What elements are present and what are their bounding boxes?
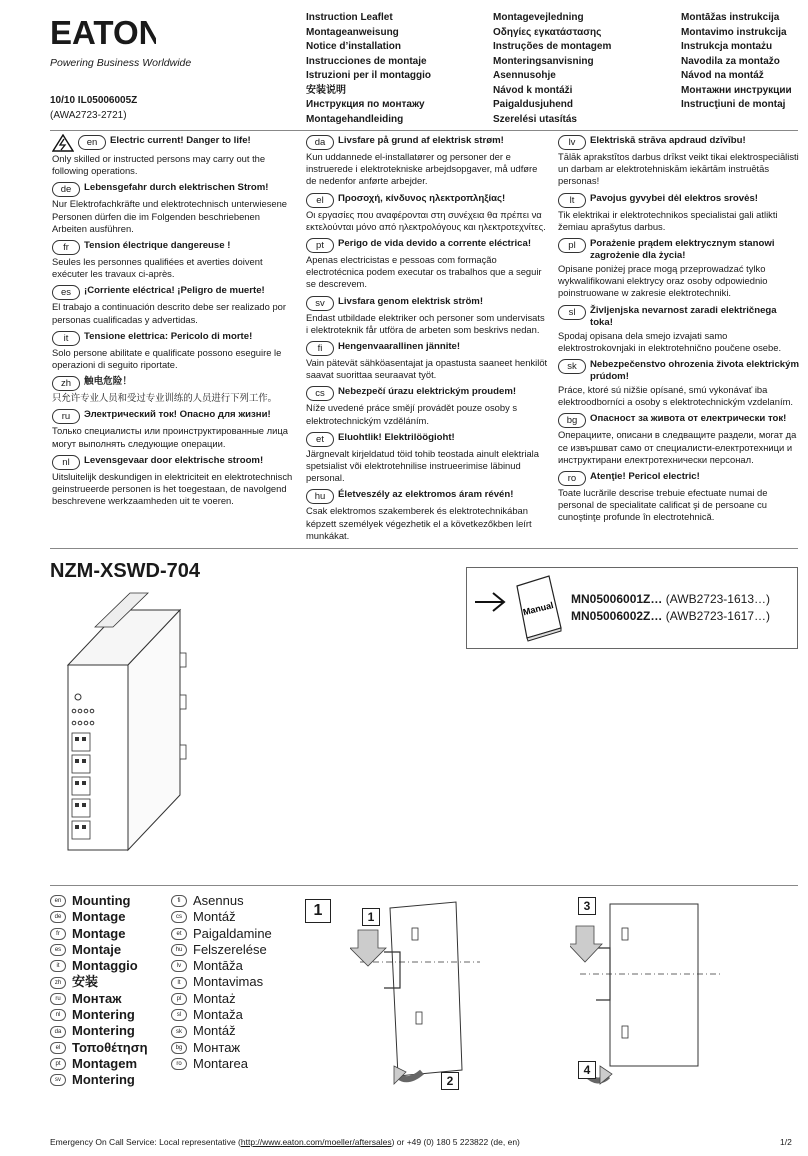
warning-title: Электрический ток! Опасно для жизни! xyxy=(84,409,271,421)
language-badge: et xyxy=(306,432,334,447)
title-line: Szerelési utasítás xyxy=(493,113,577,125)
mounting-label-en xyxy=(50,893,148,909)
warning-heading xyxy=(558,471,800,486)
warning-text: Nur Elektrofachkräfte und elektrotechnisch unterwiesene Personen dürfen die im Folgenden beschriebenen Arbeiten ausführen. xyxy=(52,198,288,234)
language-badge: lv xyxy=(171,960,187,972)
language-badge: fi xyxy=(306,341,334,356)
mounting-label-de xyxy=(50,909,148,925)
manual-label: Manual xyxy=(521,600,555,618)
warning-text: El trabajo a continuación descrito debe ser realizado por personas cualificadas y advertidas. xyxy=(52,301,286,325)
title-line: Návod na montáž xyxy=(681,70,764,81)
divider-mounting xyxy=(50,885,798,886)
language-badge: it xyxy=(52,331,80,346)
language-badge: hu xyxy=(171,944,187,956)
mounting-label-text: Montage xyxy=(72,909,126,925)
mounting-label-pt xyxy=(50,1056,148,1072)
warning-heading xyxy=(306,135,548,150)
titles-column-3 xyxy=(681,11,792,113)
mounting-label-text: Montarea xyxy=(193,1055,248,1071)
warning-de xyxy=(52,182,294,235)
language-badge: es xyxy=(50,944,66,956)
warning-column-3 xyxy=(558,135,800,529)
language-badge: ru xyxy=(52,409,80,424)
mounting-label-lv xyxy=(171,958,272,974)
warning-text: Spodaj opisana dela smejo izvajati samo elektrostrokovnjaki in elektrotehnično poučene osebe. xyxy=(558,329,782,353)
mounting-label-bg xyxy=(171,1040,272,1056)
mounting-label-text: Montagem xyxy=(72,1055,137,1071)
warning-pl xyxy=(558,238,800,300)
titles-column-1 xyxy=(306,11,431,127)
warning-title: Porażenie prądem elektrycznym stanowi zagrożenie dla życia! xyxy=(590,238,775,262)
warning-title: Življenjska nevarnost zaradi električnega toka! xyxy=(590,304,777,328)
warning-text: 只允许专业人员和受过专业训练的人员进行下列工作。 xyxy=(52,392,278,404)
mounting-label-ru xyxy=(50,991,148,1007)
step-box-1: 1 xyxy=(362,908,380,926)
warning-heading xyxy=(306,193,548,208)
warning-heading xyxy=(558,359,800,383)
step-box-3: 3 xyxy=(578,897,596,915)
warning-title: Electric current! Danger to life! xyxy=(110,135,251,146)
warning-title: Tensione elettrica: Pericolo di morte! xyxy=(84,330,253,342)
step-box-4: 4 xyxy=(578,1061,596,1079)
language-badge: el xyxy=(306,193,334,208)
language-badge: zh xyxy=(50,977,66,989)
tagline: Powering Business Worldwide xyxy=(50,57,192,69)
language-badge: fr xyxy=(50,928,66,940)
title-line: Asennusohje xyxy=(493,70,556,81)
language-badge: cs xyxy=(306,386,334,401)
footer-suffix: ) or +49 (0) 180 5 223822 (de, en) xyxy=(391,1137,520,1147)
language-badge: de xyxy=(50,911,66,923)
title-line: Montagehandleiding xyxy=(306,113,404,125)
mounting-label-da xyxy=(50,1023,148,1039)
title-line: Montāžas instrukcija xyxy=(681,12,780,23)
mounting-label-pl xyxy=(171,991,272,1007)
warning-lv xyxy=(558,135,800,188)
mounting-label-sv xyxy=(50,1072,148,1088)
mounting-labels-column-2 xyxy=(171,893,272,1072)
warning-title: Hengenvaarallinen jännite! xyxy=(338,341,461,353)
title-line: Notice d’installation xyxy=(306,41,402,52)
language-badge: et xyxy=(171,928,187,940)
warning-el xyxy=(306,193,548,233)
title-line: Instrukcja montażu xyxy=(681,41,773,52)
language-badge: lt xyxy=(558,193,586,208)
language-badge: pl xyxy=(558,238,586,253)
warning-text: Vain pätevät sähköasentajat ja opastusta saaneet henkilöt saavat suorittaa seuraavat työt. xyxy=(306,357,548,381)
warning-heading xyxy=(306,296,548,311)
warning-sl xyxy=(558,305,800,354)
warning-text: Toate lucrările descrise trebuie efectuate numai de personal de specialitate calificat şi de persoane cu cunoştinţe profunde în electrotehnică. xyxy=(558,487,768,523)
warning-title: ¡Corriente eléctrica! ¡Peligro de muerte! xyxy=(84,285,265,297)
language-badge: sl xyxy=(171,1009,187,1021)
warning-text: Операциите, описани в следващите раздели, могат да се извършват само от специалисти-електротехници и инструктирани електротехнически персонал. xyxy=(558,429,797,465)
mounting-label-text: Mounting xyxy=(72,893,131,908)
mounting-step-1-2-diagram xyxy=(350,900,480,1090)
warning-text: Níže uvedené práce smějí provádět pouze osoby s elektrotechnickým vzděláním. xyxy=(306,402,518,426)
warning-title: Tension électrique dangereuse ! xyxy=(84,240,231,252)
language-badge: pl xyxy=(171,993,187,1005)
step-box-2: 2 xyxy=(441,1072,459,1090)
warning-fr xyxy=(52,240,294,280)
warning-title: 触电危险！ xyxy=(84,376,132,388)
language-badge: it xyxy=(50,960,66,972)
warning-heading xyxy=(52,455,294,470)
warning-heading xyxy=(52,376,294,391)
warning-heading xyxy=(558,305,800,329)
language-badge: fi xyxy=(171,895,187,907)
page-number: 1/2 xyxy=(780,1137,792,1147)
titles-column-2 xyxy=(493,11,611,127)
warning-es xyxy=(52,285,294,325)
title-line: Οδηγίες εγκατάστασης xyxy=(493,26,602,38)
warning-text: Только специалисты или проинструктированные лица могут выполнять следующие операции. xyxy=(52,425,288,449)
language-badge: en xyxy=(78,135,106,150)
warning-text: Solo persone abilitate e qualificate possono eseguire le operazioni di seguito riportate. xyxy=(52,346,282,371)
warning-sv xyxy=(306,296,548,336)
warning-da xyxy=(306,135,548,188)
language-badge: el xyxy=(50,1042,66,1054)
footer-emergency xyxy=(50,1137,520,1147)
warning-text: Práce, ktoré sú nižšie opísané, smú vykonávať iba elektroodborníci a osoby s elektrotechnickým vzdelaním. xyxy=(558,384,794,408)
document-number: 10/10 IL05006005Z xyxy=(50,95,138,106)
warning-text: Endast utbildade elektriker och personer som undervisats i elektroteknik får utföra de arbeten som beskrivs nedan. xyxy=(306,311,545,335)
mounting-label-text: Монтаж xyxy=(72,990,122,1006)
device-illustration xyxy=(50,585,220,855)
language-badge: sv xyxy=(50,1074,66,1086)
warning-title: Pavojus gyvybei dėl elektros srovės! xyxy=(590,192,758,204)
mounting-labels-column-1 xyxy=(50,893,148,1089)
language-badge: pt xyxy=(306,238,334,253)
language-badge: cs xyxy=(171,911,187,923)
language-badge: sl xyxy=(558,305,586,320)
title-line: Монтажни инструкции xyxy=(681,84,792,96)
warning-title: Livsfare på grund af elektrisk strøm! xyxy=(338,135,504,146)
mounting-label-text: 安装 xyxy=(72,974,99,990)
language-badge: lv xyxy=(558,135,586,150)
warning-text: Tālāk aprakstītos darbus drīkst veikt tikai elektrospeciālisti un darbam ar elektrotehniskām iekārtām instruētās personas! xyxy=(558,151,799,187)
mounting-label-text: Montaż xyxy=(193,990,236,1006)
title-line: Istruzioni per il montaggio xyxy=(306,70,431,81)
warning-title: Livsfara genom elektrisk ström! xyxy=(338,295,484,307)
warning-pt xyxy=(306,238,548,291)
warning-heading xyxy=(558,238,800,262)
language-badge: pt xyxy=(50,1058,66,1070)
manual-ref-1 xyxy=(571,592,770,606)
arrow-right-icon xyxy=(473,590,507,614)
mounting-label-text: Montering xyxy=(72,1007,135,1023)
warning-text: Csak elektromos szakemberek és elektrotechnikában képzett személyek végezhetik el a következőkben leírt munkákat. xyxy=(306,505,532,541)
mounting-label-text: Montaje xyxy=(72,941,122,957)
mounting-label-text: Montavimas xyxy=(193,974,264,990)
warning-hu xyxy=(306,489,548,542)
language-badge: da xyxy=(306,135,334,150)
language-badge: en xyxy=(50,895,66,907)
language-badge: hu xyxy=(306,489,334,504)
mounting-label-cs xyxy=(171,909,272,925)
warning-heading xyxy=(52,285,294,300)
language-badge: da xyxy=(50,1026,66,1038)
mounting-label-text: Montering xyxy=(72,1023,135,1039)
warning-column-1 xyxy=(52,135,294,512)
warning-title: Életveszély az elektromos áram révén! xyxy=(338,489,514,501)
warning-title: Elektriskā strāva apdraud dzīvību! xyxy=(590,135,746,146)
language-badge: sk xyxy=(171,1026,187,1038)
electric-hazard-icon xyxy=(52,134,74,152)
product-model: NZM-XSWD-704 xyxy=(50,560,201,582)
logo-text: EATON xyxy=(50,18,156,48)
language-badge: es xyxy=(52,285,80,300)
manual-ref-2 xyxy=(571,609,770,623)
mounting-label-text: Montáž xyxy=(193,1023,236,1039)
mounting-label-text: Montáž xyxy=(193,909,236,925)
warning-bg xyxy=(558,413,800,466)
warning-text: Uitsluitelijk deskundigen in elektriciteit en elektrotechnisch geinstrueerde personen is het toegestaan, de navolgend beschrevene werkzaamheden uit te voeren. xyxy=(52,470,293,507)
title-line: Instruções de montagem xyxy=(493,41,612,52)
language-badge: ru xyxy=(50,993,66,1005)
language-badge: lt xyxy=(171,977,187,989)
mounting-label-it xyxy=(50,958,148,974)
mounting-label-text: Montaggio xyxy=(72,958,138,974)
language-badge: sk xyxy=(558,359,586,374)
warning-heading xyxy=(306,341,548,356)
warning-heading xyxy=(306,432,548,447)
warning-nl xyxy=(52,455,294,508)
title-line: Návod k montáži xyxy=(493,84,573,96)
mounting-label-zh xyxy=(50,974,148,990)
eaton-logo xyxy=(50,18,192,69)
manual-ref-2-awb: (AWB2723-1617…) xyxy=(662,609,770,623)
mounting-label-text: Felszerelése xyxy=(193,941,267,957)
warning-title: Lebensgefahr durch elektrischen Strom! xyxy=(84,182,269,194)
manual-book-icon xyxy=(513,572,565,642)
warning-zh xyxy=(52,376,294,404)
language-badge: de xyxy=(52,182,80,197)
warning-text: Seules les personnes qualifiées et averties doivent exécuter les travaux ci-après. xyxy=(52,256,263,280)
warning-title: Perigo de vida devido a corrente eléctrica! xyxy=(338,238,532,250)
warning-ro xyxy=(558,471,800,524)
divider-warnings xyxy=(50,548,798,549)
warning-text: Tik elektrikai ir elektrotechnikos specialistai gali atlikti žemiau aprašytus darbus. xyxy=(558,208,778,232)
warning-heading xyxy=(52,182,294,197)
warning-heading xyxy=(52,409,294,424)
warning-heading xyxy=(558,193,800,208)
mounting-label-et xyxy=(171,926,272,942)
footer-prefix: Emergency On Call Service: Local representative ( xyxy=(50,1137,241,1147)
divider-top xyxy=(50,130,798,131)
warning-title: Atenţie! Pericol electric! xyxy=(590,471,700,483)
warning-title: Προσοχή, κίνδυνος ηλεκτροπληξίας! xyxy=(338,192,506,204)
warning-title: Nebezpečí úrazu elektrickým proudem! xyxy=(338,386,517,398)
warning-cs xyxy=(306,386,548,426)
warning-en xyxy=(52,135,294,177)
mounting-label-text: Paigaldamine xyxy=(193,925,272,941)
warning-title: Eluohtlik! Elektrilöögioht! xyxy=(338,431,455,443)
title-line: 安装说明 xyxy=(306,84,346,96)
language-badge: ro xyxy=(171,1058,187,1070)
title-line: Monteringsanvisning xyxy=(493,55,594,67)
warning-heading xyxy=(558,135,800,150)
mounting-label-sl xyxy=(171,1007,272,1023)
step-box-main: 1 xyxy=(305,899,331,923)
manual-ref-2-code: MN05006002Z… xyxy=(571,609,663,623)
mounting-label-fi xyxy=(171,893,272,909)
warning-heading xyxy=(306,238,548,253)
mounting-label-text: Montāža xyxy=(193,958,243,974)
warning-heading xyxy=(52,331,294,346)
warning-text: Kun uddannede el-installatører og personer der e instruerede i elektrotekniske arbejdsopgaver, må udføre de nedenfor anførte arbejder. xyxy=(306,151,538,187)
language-badge: fr xyxy=(52,240,80,255)
language-badge: zh xyxy=(52,376,80,391)
aftersales-link[interactable]: http://www.eaton.com/moeller/aftersales xyxy=(240,1137,392,1147)
warning-heading xyxy=(558,413,800,428)
title-line: Instruction Leaflet xyxy=(306,12,393,23)
mounting-label-lt xyxy=(171,974,272,990)
warning-ru xyxy=(52,409,294,449)
language-badge: bg xyxy=(171,1042,187,1054)
title-line: Montagevejledning xyxy=(493,12,584,23)
awa-number: (AWA2723-2721) xyxy=(50,110,127,121)
warning-text: Opisane poniżej prace mogą przeprowadzać tylko wykwalifikowani elektrycy oraz osoby odpowiednio poinstruowane w zakresie elektrotechniki. xyxy=(558,263,768,299)
mounting-label-es xyxy=(50,942,148,958)
warning-it xyxy=(52,331,294,371)
title-line: Paigaldusjuhend xyxy=(493,99,574,110)
warning-column-2 xyxy=(306,135,548,547)
warning-title: Опасност за живота от електрически ток! xyxy=(590,413,787,425)
warning-text: Only skilled or instructed persons may carry out the following operations. xyxy=(52,153,266,177)
warning-text: Οι εργασίες που αναφέρονται στη συνέχεια θα πρέπει να εκτελούνται μόνο από ηλεκτρολόγους και ηλεκτροτεχνίτες. xyxy=(306,208,546,232)
warning-heading xyxy=(306,489,548,504)
language-badge: nl xyxy=(52,455,80,470)
mounting-label-el xyxy=(50,1040,148,1056)
warning-title: Levensgevaar door elektrische stroom! xyxy=(84,454,264,466)
title-line: Montageanweisung xyxy=(306,26,399,38)
mounting-label-nl xyxy=(50,1007,148,1023)
mounting-label-text: Montering xyxy=(72,1072,135,1088)
eaton-logo-mark xyxy=(50,18,156,48)
warning-heading xyxy=(52,240,294,255)
warning-lt xyxy=(558,193,800,233)
manual-ref-1-code: MN05006001Z… xyxy=(571,592,663,606)
language-badge: nl xyxy=(50,1009,66,1021)
manual-reference-box xyxy=(466,567,798,649)
title-line: Montavimo instrukcija xyxy=(681,26,787,38)
warning-fi xyxy=(306,341,548,381)
title-line: Instrucţiuni de montaj xyxy=(681,99,786,110)
title-line: Инструкция по монтажу xyxy=(306,99,425,110)
title-line: Instrucciones de montaje xyxy=(306,55,427,67)
mounting-label-text: Τοποθέτηση xyxy=(72,1039,148,1055)
language-badge: sv xyxy=(306,296,334,311)
title-line: Navodila za montažo xyxy=(681,55,780,67)
mounting-label-text: Montage xyxy=(72,925,126,941)
warning-et xyxy=(306,432,548,485)
warning-heading xyxy=(306,386,548,401)
mounting-label-text: Монтаж xyxy=(193,1039,241,1055)
mounting-label-fr xyxy=(50,926,148,942)
mounting-label-text: Asennus xyxy=(193,893,244,908)
mounting-label-hu xyxy=(171,942,272,958)
manual-ref-1-awb: (AWB2723-1613…) xyxy=(662,592,770,606)
language-badge: bg xyxy=(558,413,586,428)
mounting-label-text: Montaža xyxy=(193,1007,243,1023)
warning-title: Nebezpečenstvo ohrozenia života elektrickým prúdom! xyxy=(590,359,800,383)
language-badge: ro xyxy=(558,471,586,486)
warning-text: Apenas electricistas e pessoas com formação electrotécnica podem executar os trabalhos que a seguir se descrevem. xyxy=(306,254,542,290)
warning-sk xyxy=(558,359,800,408)
mounting-label-ro xyxy=(171,1056,272,1072)
mounting-label-sk xyxy=(171,1023,272,1039)
warning-heading xyxy=(52,135,294,152)
warning-text: Järgnevalt kirjeldatud töid tohib teostada ainult elektriala spetsialist või elektrotehnilise instrueerimise läbinud personal. xyxy=(306,447,539,484)
